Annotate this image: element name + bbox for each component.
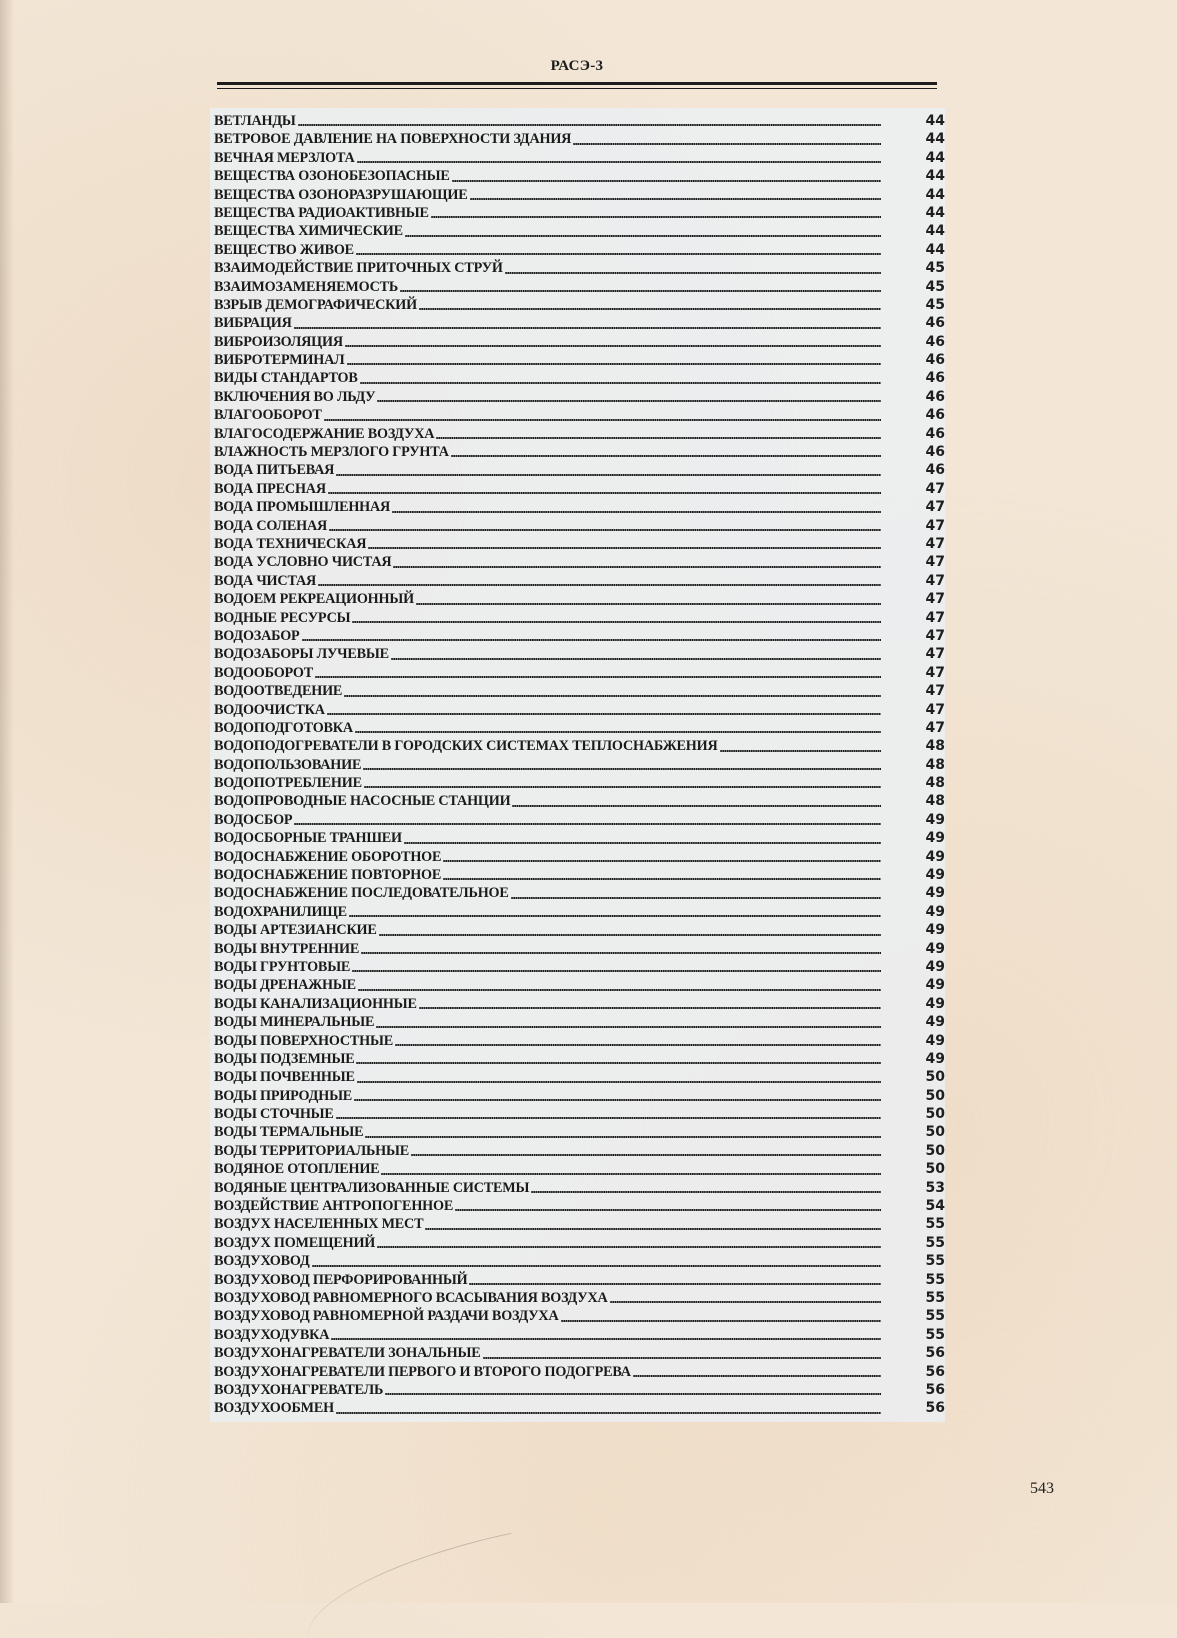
index-page-ref: 53 [925, 1179, 945, 1196]
index-entry [214, 866, 945, 884]
dot-leader [354, 1099, 881, 1101]
index-entry [214, 976, 945, 994]
index-entry [214, 958, 945, 976]
index-entry [214, 1363, 945, 1381]
index-entry [214, 1307, 945, 1325]
index-page-ref: 55 [925, 1216, 945, 1233]
index-entry [214, 940, 945, 958]
index-page-ref: 47 [925, 646, 945, 663]
dot-leader [294, 327, 881, 329]
index-page-ref: 47 [925, 499, 945, 516]
index-entry [214, 333, 945, 351]
index-term: ВОДОЕМ РЕКРЕАЦИОННЫЙ [214, 591, 414, 608]
index-term: ВИБРАЦИЯ [214, 315, 292, 332]
index-term: ВОЗДУХ НАСЕЛЕННЫХ МЕСТ [214, 1216, 424, 1233]
index-entry [214, 572, 945, 590]
index-term: ВОДА ПРОМЫШЛЕННАЯ [214, 499, 391, 516]
index-term: ВОЗДУХОВОД РАВНОМЕРНОГО ВСАСЫВАНИЯ ВОЗДУХА [214, 1290, 608, 1306]
dot-leader [395, 1044, 881, 1046]
index-page-ref: 45 [925, 260, 945, 277]
dot-leader [377, 1246, 881, 1248]
dot-leader [355, 731, 881, 733]
index-term: ВОЗДУХОНАГРЕВАТЕЛИ ПЕРВОГО И ВТОРОГО ПОДОГРЕВА [214, 1363, 631, 1380]
index-entry [214, 517, 945, 535]
index-term: ВОЗДУХОДУВКА [214, 1326, 330, 1343]
index-term: ВЕЧНАЯ МЕРЗЛОТА [214, 149, 355, 166]
index-list [214, 112, 945, 1418]
dot-leader [381, 1173, 881, 1175]
index-entry [214, 1344, 945, 1362]
index-page-ref: 54 [925, 1198, 945, 1215]
index-term: ВЕЩЕСТВА ОЗОНОБЕЗОПАСНЫЕ [214, 168, 450, 185]
index-page-ref: 44 [925, 168, 945, 185]
index-term: ВОДЯНОЕ ОТОПЛЕНИЕ [214, 1161, 380, 1178]
index-term: ВЕТРОВОЕ ДАВЛЕНИЕ НА ПОВЕРХНОСТИ ЗДАНИЯ [214, 131, 572, 148]
index-page-ref: 47 [925, 480, 945, 497]
index-entry [214, 1032, 945, 1050]
index-page-ref: 45 [925, 278, 945, 295]
index-term: ВИБРОТЕРМИНАЛ [214, 352, 345, 369]
index-entry [214, 314, 945, 332]
index-entry [214, 388, 945, 406]
index-entry [214, 701, 945, 719]
index-term: ВЛАГООБОРОТ [214, 407, 322, 424]
index-page-ref: 48 [925, 738, 945, 755]
dot-leader [379, 934, 881, 936]
index-entry [214, 1179, 945, 1197]
index-entry [214, 296, 945, 314]
index-term: ВИДЫ СТАНДАРТОВ [214, 370, 358, 387]
index-term: ВОДОХРАНИЛИЩЕ [214, 903, 347, 920]
index-page-ref: 55 [925, 1253, 945, 1270]
index-term: ВОДЫ ТЕРМАЛЬНЫЕ [214, 1124, 364, 1141]
dot-leader [315, 676, 881, 678]
index-term: ВЕЩЕСТВА РАДИОАКТИВНЫЕ [214, 204, 429, 221]
index-entry [214, 1013, 945, 1031]
index-entry [214, 884, 945, 902]
dot-leader [352, 621, 881, 623]
index-term: ВОДООТВЕДЕНИЕ [214, 683, 343, 700]
index-entry [214, 1399, 945, 1417]
index-page-ref: 50 [925, 1106, 945, 1123]
index-term: ВОДЫ ВНУТРЕННИЕ [214, 940, 360, 957]
index-page-ref: 44 [925, 149, 945, 166]
index-page-ref: 49 [925, 830, 945, 847]
index-term: ВОЗДУХ ПОМЕЩЕНИЙ [214, 1234, 376, 1251]
dot-leader [400, 290, 881, 292]
dot-leader [633, 1375, 881, 1377]
index-entry [214, 811, 945, 829]
index-page-ref: 44 [925, 223, 945, 240]
index-page-ref: 50 [925, 1142, 945, 1159]
dot-leader [364, 786, 881, 788]
index-page-ref: 49 [925, 958, 945, 975]
index-term: ВОДА ПРЕСНАЯ [214, 480, 326, 497]
index-page-ref: 44 [925, 241, 945, 258]
index-entry [214, 1050, 945, 1068]
index-entry [214, 553, 945, 571]
index-page-ref: 44 [925, 113, 945, 129]
index-entry [214, 1160, 945, 1178]
index-entry [214, 1197, 945, 1215]
index-entry [214, 1271, 945, 1289]
index-page-ref: 49 [925, 995, 945, 1012]
index-entry [214, 112, 945, 130]
index-term: ВОДОЗАБОРЫ ЛУЧЕВЫЕ [214, 646, 389, 663]
dot-leader [368, 547, 881, 549]
index-term: ВИБРОИЗОЛЯЦИЯ [214, 333, 343, 350]
index-entry [214, 480, 945, 498]
index-entry [214, 130, 945, 148]
index-page-ref: 50 [925, 1069, 945, 1086]
dot-leader [455, 1209, 881, 1211]
index-term: ВОДЫ АРТЕЗИАНСКИЕ [214, 922, 377, 939]
index-page-ref: 47 [925, 719, 945, 736]
index-term: ВОЗДУХОНАГРЕВАТЕЛЬ [214, 1381, 384, 1398]
index-term: ВОДЫ МИНЕРАЛЬНЫЕ [214, 1014, 375, 1031]
dot-leader [360, 382, 881, 384]
index-term: ВОДОСНАБЖЕНИЕ ПОВТОРНОЕ [214, 867, 442, 884]
dot-leader [331, 1338, 881, 1340]
index-term: ВОДА СОЛЕНАЯ [214, 517, 328, 534]
index-entry [214, 1142, 945, 1160]
index-page-ref: 48 [925, 793, 945, 810]
index-term: ВОДЫ ГРУНТОВЫЕ [214, 958, 351, 975]
index-entry [214, 719, 945, 737]
index-term: ВОДОСБОРНЫЕ ТРАНШЕИ [214, 830, 402, 847]
index-term: ВЕТЛАНДЫ [214, 113, 296, 129]
dot-leader [512, 805, 881, 807]
index-entry [214, 1326, 945, 1344]
index-entry [214, 1215, 945, 1233]
index-entry [214, 443, 945, 461]
index-entry [214, 278, 945, 296]
dot-leader [720, 750, 882, 752]
index-term: ВОЗДУХОВОД РАВНОМЕРНОЙ РАЗДАЧИ ВОЗДУХА [214, 1308, 559, 1325]
index-term: ВОДОПРОВОДНЫЕ НАСОСНЫЕ СТАНЦИИ [214, 793, 511, 810]
dot-leader [436, 437, 881, 439]
index-page-ref: 47 [925, 535, 945, 552]
dot-leader [452, 180, 881, 182]
index-page-ref: 49 [925, 977, 945, 994]
index-entry [214, 1252, 945, 1270]
index-page-ref: 56 [925, 1400, 945, 1417]
index-page-ref: 49 [925, 922, 945, 939]
index-page-ref: 46 [925, 388, 945, 405]
dot-leader [573, 143, 881, 145]
index-entry [214, 1087, 945, 1105]
dot-leader [419, 308, 881, 310]
index-page-ref: 55 [925, 1326, 945, 1343]
index-term: ВОДЫ ДРЕНАЖНЫЕ [214, 977, 356, 994]
index-entry [214, 167, 945, 185]
index-page-ref: 49 [925, 885, 945, 902]
dot-leader [405, 235, 881, 237]
index-entry [214, 369, 945, 387]
page-number: 543 [1030, 1480, 1054, 1497]
index-page-ref: 47 [925, 517, 945, 534]
index-term: ВОДОСБОР [214, 811, 293, 828]
header-rule-thin [217, 88, 937, 89]
dot-leader [483, 1357, 881, 1359]
index-page-ref: 47 [925, 554, 945, 571]
index-term: ВОДЫ КАНАЛИЗАЦИОННЫЕ [214, 995, 417, 1012]
index-page-ref: 55 [925, 1290, 945, 1306]
dot-leader [302, 639, 881, 641]
subject-index [210, 108, 945, 1422]
index-term: ВЕЩЕСТВА ОЗОНОРАЗРУШАЮЩИЕ [214, 186, 468, 203]
index-term: ВОДА УСЛОВНО ЧИСТАЯ [214, 554, 392, 571]
index-entry [214, 1234, 945, 1252]
dot-leader [511, 897, 881, 899]
index-term: ВОДОПОДОГРЕВАТЕЛИ В ГОРОДСКИХ СИСТЕМАХ ТЕПЛОСНАБЖЕНИЯ [214, 738, 718, 755]
dot-leader [336, 474, 881, 476]
index-term: ВОДА ЧИСТАЯ [214, 572, 317, 589]
index-term: ВЗАИМОДЕЙСТВИЕ ПРИТОЧНЫХ СТРУЙ [214, 260, 503, 277]
dot-leader [361, 952, 881, 954]
dot-leader [610, 1301, 881, 1303]
index-term: ВОДНЫЕ РЕСУРСЫ [214, 609, 351, 626]
dot-leader [419, 1007, 881, 1009]
index-entry [214, 259, 945, 277]
index-entry [214, 204, 945, 222]
dot-leader [356, 1062, 881, 1064]
index-entry [214, 461, 945, 479]
index-term: ВЗРЫВ ДЕМОГРАФИЧЕСКИЙ [214, 296, 417, 313]
index-term: ВОДОСНАБЖЕНИЕ ОБОРОТНОЕ [214, 848, 442, 865]
index-page-ref: 56 [925, 1363, 945, 1380]
index-term: ВОДЫ СТОЧНЫЕ [214, 1106, 334, 1123]
index-entry [214, 921, 945, 939]
index-page-ref: 44 [925, 186, 945, 203]
index-entry [214, 756, 945, 774]
index-page-ref: 50 [925, 1161, 945, 1178]
index-page-ref: 45 [925, 296, 945, 313]
index-page-ref: 49 [925, 867, 945, 884]
index-page-ref: 47 [925, 609, 945, 626]
index-term: ВЕЩЕСТВО ЖИВОЕ [214, 241, 354, 258]
dot-leader [336, 1117, 881, 1119]
index-term: ВОДА ПИТЬЕВАЯ [214, 462, 335, 479]
index-page-ref: 44 [925, 204, 945, 221]
index-page-ref: 48 [925, 756, 945, 773]
index-page-ref: 49 [925, 940, 945, 957]
dot-leader [505, 272, 881, 274]
index-page-ref: 55 [925, 1308, 945, 1325]
index-term: ВОДОПОДГОТОВКА [214, 719, 353, 736]
index-term: ВЛАГОСОДЕРЖАНИЕ ВОЗДУХА [214, 425, 435, 442]
dot-leader [561, 1320, 882, 1322]
index-page-ref: 55 [925, 1271, 945, 1288]
index-term: ВОДЫ ТЕРРИТОРИАЛЬНЫЕ [214, 1142, 409, 1159]
index-page-ref: 49 [925, 811, 945, 828]
index-entry [214, 241, 945, 259]
index-page-ref: 47 [925, 683, 945, 700]
index-entry [214, 535, 945, 553]
index-page-ref: 50 [925, 1124, 945, 1141]
index-entry [214, 222, 945, 240]
dot-leader [443, 860, 881, 862]
index-page-ref: 46 [925, 315, 945, 332]
index-term: ВОЗДУХОВОД [214, 1253, 310, 1270]
dot-leader [357, 1081, 881, 1083]
pencil-mark [296, 1533, 524, 1638]
page-binding-shadow [0, 0, 14, 1603]
index-term: ВОДЫ ПОЧВЕННЫЕ [214, 1069, 355, 1086]
dot-leader [328, 492, 881, 494]
index-page-ref: 47 [925, 572, 945, 589]
index-page-ref: 46 [925, 425, 945, 442]
dot-leader [363, 768, 881, 770]
index-term: ВОДЫ ПРИРОДНЫЕ [214, 1087, 353, 1104]
index-term: ВОДОПОЛЬЗОВАНИЕ [214, 756, 362, 773]
dot-leader [349, 915, 881, 917]
index-page-ref: 55 [925, 1234, 945, 1251]
index-term: ВОДА ТЕХНИЧЕСКАЯ [214, 535, 367, 552]
index-entry [214, 1381, 945, 1399]
dot-leader [425, 1228, 881, 1230]
dot-leader [392, 511, 881, 513]
index-term: ВОДОСНАБЖЕНИЕ ПОСЛЕДОВАТЕЛЬНОЕ [214, 885, 509, 902]
dot-leader [443, 878, 881, 880]
index-page-ref: 46 [925, 352, 945, 369]
index-entry [214, 498, 945, 516]
index-page-ref: 46 [925, 407, 945, 424]
index-entry [214, 792, 945, 810]
dot-leader [327, 713, 881, 715]
running-title: РАСЭ-3 [550, 58, 604, 74]
dot-leader [385, 1393, 881, 1395]
dot-leader [344, 695, 881, 697]
index-term: ВОДЫ ПОВЕРХНОСТНЫЕ [214, 1032, 393, 1049]
index-entry [214, 425, 945, 443]
index-page-ref: 46 [925, 333, 945, 350]
index-term: ВОЗДЕЙСТВИЕ АНТРОПОГЕННОЕ [214, 1198, 454, 1215]
dot-leader [470, 198, 881, 200]
dot-leader [356, 253, 881, 255]
index-entry [214, 609, 945, 627]
index-page-ref: 48 [925, 775, 945, 792]
index-entry [214, 406, 945, 424]
dot-leader [352, 970, 881, 972]
index-term: ВЛАЖНОСТЬ МЕРЗЛОГО ГРУНТА [214, 444, 449, 461]
index-page-ref: 49 [925, 1050, 945, 1067]
index-entry [214, 664, 945, 682]
dot-leader [451, 455, 881, 457]
index-term: ВОДООЧИСТКА [214, 701, 325, 718]
index-page-ref: 47 [925, 591, 945, 608]
index-page-ref: 46 [925, 462, 945, 479]
index-term: ВОЗДУХОНАГРЕВАТЕЛИ ЗОНАЛЬНЫЕ [214, 1345, 481, 1362]
index-page-ref: 47 [925, 627, 945, 644]
index-page-ref: 50 [925, 1087, 945, 1104]
index-entry [214, 645, 945, 663]
index-term: ВОЗДУХОВОД ПЕРФОРИРОВАННЫЙ [214, 1271, 468, 1288]
dot-leader [358, 989, 881, 991]
index-term: ВКЛЮЧЕНИЯ ВО ЛЬДУ [214, 388, 376, 405]
dot-leader [391, 658, 881, 660]
index-entry [214, 1105, 945, 1123]
index-term: ВОДОЗАБОР [214, 627, 300, 644]
dot-leader [324, 419, 881, 421]
index-entry [214, 149, 945, 167]
index-entry [214, 590, 945, 608]
index-entry [214, 1289, 945, 1307]
dot-leader [404, 842, 881, 844]
index-page-ref: 49 [925, 903, 945, 920]
index-page-ref: 56 [925, 1345, 945, 1362]
dot-leader [318, 584, 881, 586]
index-page-ref: 47 [925, 664, 945, 681]
dot-leader [469, 1283, 881, 1285]
dot-leader [329, 529, 881, 531]
index-page-ref: 46 [925, 370, 945, 387]
index-entry [214, 351, 945, 369]
dot-leader [345, 345, 881, 347]
index-page-ref: 56 [925, 1381, 945, 1398]
index-entry [214, 627, 945, 645]
index-entry [214, 737, 945, 755]
index-entry [214, 774, 945, 792]
dot-leader [347, 363, 882, 365]
dot-leader [294, 823, 881, 825]
index-page-ref: 46 [925, 444, 945, 461]
header-rule-thick [217, 82, 937, 85]
index-page-ref: 49 [925, 1032, 945, 1049]
index-term: ВЗАИМОЗАМЕНЯЕМОСТЬ [214, 278, 399, 295]
dot-leader [393, 566, 881, 568]
index-term: ВОЗДУХООБМЕН [214, 1400, 334, 1417]
dot-leader [416, 603, 881, 605]
dot-leader [431, 216, 881, 218]
index-page-ref: 44 [925, 131, 945, 148]
dot-leader [365, 1136, 881, 1138]
dot-leader [336, 1412, 881, 1414]
index-page-ref: 49 [925, 1014, 945, 1031]
index-term: ВОДЫ ПОДЗЕМНЫЕ [214, 1050, 355, 1067]
index-term: ВОДЯНЫЕ ЦЕНТРАЛИЗОВАННЫЕ СИСТЕМЫ [214, 1179, 530, 1196]
index-entry [214, 1068, 945, 1086]
dot-leader [376, 1026, 881, 1028]
dot-leader [411, 1154, 881, 1156]
index-page-ref: 47 [925, 701, 945, 718]
dot-leader [531, 1191, 881, 1193]
dot-leader [377, 400, 881, 402]
index-entry [214, 903, 945, 921]
index-entry [214, 682, 945, 700]
index-term: ВОДООБОРОТ [214, 664, 314, 681]
index-entry [214, 848, 945, 866]
dot-leader [357, 161, 881, 163]
index-page-ref: 49 [925, 848, 945, 865]
index-entry [214, 1123, 945, 1141]
index-entry [214, 995, 945, 1013]
index-term: ВЕЩЕСТВА ХИМИЧЕСКИЕ [214, 223, 403, 240]
index-entry [214, 829, 945, 847]
index-entry [214, 186, 945, 204]
dot-leader [298, 124, 881, 126]
index-term: ВОДОПОТРЕБЛЕНИЕ [214, 775, 362, 792]
dot-leader [312, 1265, 881, 1267]
